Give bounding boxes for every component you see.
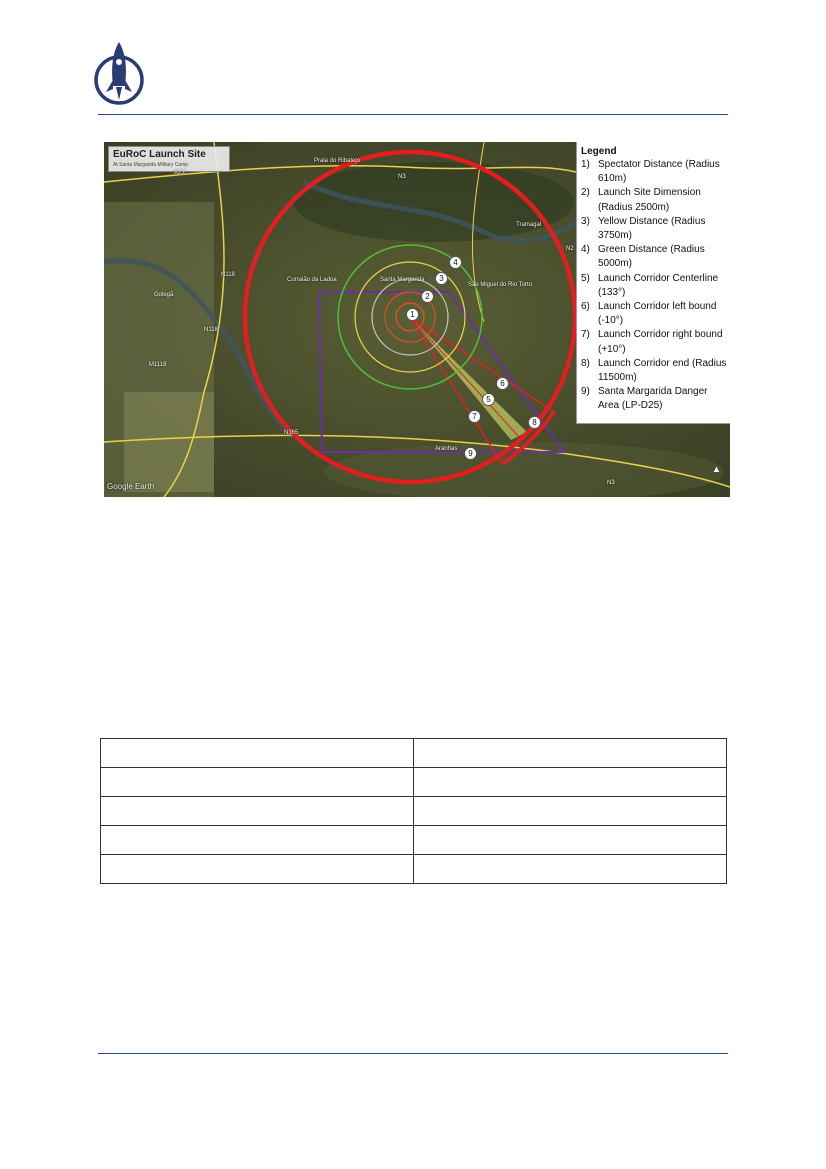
table-cell (101, 855, 414, 884)
map-title: EuRoC Launch Site (113, 149, 206, 160)
legend-item (581, 357, 730, 385)
road-label: N365 (284, 430, 299, 436)
legend-item (581, 243, 730, 271)
footer-rule (98, 1053, 728, 1054)
rocket-logo-icon (93, 40, 145, 110)
table-cell (414, 768, 727, 797)
legend-item (581, 186, 730, 214)
legend-item-number: 4) (581, 244, 590, 256)
table-row (101, 739, 727, 768)
legend-item-number: 5) (581, 272, 590, 284)
legend-item-number: 8) (581, 357, 590, 369)
north-arrow-icon: ▲ (712, 464, 721, 474)
road-label: N118 (221, 272, 235, 278)
legend-item-text: Spectator Distance (Radius 610m) (598, 159, 720, 185)
table-cell (414, 797, 727, 826)
place-label: Tramagal (516, 222, 542, 228)
map-title-box (108, 146, 230, 172)
map-marker-1: 1 (406, 308, 419, 321)
legend-item-text: Green Distance (Radius 5000m) (598, 244, 705, 270)
table-cell (101, 739, 414, 768)
legend-item-number: 7) (581, 329, 590, 341)
legend-item (581, 272, 730, 300)
table-row (101, 768, 727, 797)
legend-item-text: Santa Margarida Danger Area (LP-D25) (598, 386, 708, 412)
place-label: Golegã (154, 292, 174, 298)
legend-item-number: 9) (581, 386, 590, 398)
table-row (101, 826, 727, 855)
legend-item-number: 3) (581, 215, 590, 227)
map-legend (576, 142, 730, 424)
legend-item-text: Launch Site Dimension (Radius 2500m) (598, 187, 701, 213)
google-earth-watermark: Google Earth (107, 482, 155, 491)
table-cell (414, 739, 727, 768)
data-table (100, 738, 727, 884)
table-cell (414, 826, 727, 855)
map-subtitle: At Santa Margarida Military Camp (113, 162, 189, 168)
table-row (101, 797, 727, 826)
map-marker-8: 8 (528, 416, 541, 429)
legend-item-number: 6) (581, 301, 590, 313)
place-label: Praia do Ribatejo (314, 158, 361, 164)
legend-item (581, 215, 730, 243)
map-marker-7: 7 (468, 410, 481, 423)
legend-item-text: Launch Corridor Centerline (133°) (598, 272, 719, 298)
place-label: Curralão da Ladoa (287, 277, 337, 283)
road-label: N118 (204, 327, 218, 333)
legend-item-text: Launch Corridor left bound (-10°) (598, 301, 717, 327)
legend-item (581, 300, 730, 328)
legend-item-number: 2) (581, 187, 590, 199)
map-marker-9: 9 (464, 447, 477, 460)
legend-title: Legend (581, 146, 617, 157)
map-marker-6: 6 (496, 377, 509, 390)
table-cell (101, 826, 414, 855)
legend-item (581, 328, 730, 356)
road-label: A23 (174, 170, 185, 176)
legend-item-text: Yellow Distance (Radius 3750m) (598, 215, 706, 242)
map-marker-5: 5 (482, 393, 495, 406)
table-cell (414, 855, 727, 884)
legend-item (581, 385, 730, 413)
legend-item (581, 158, 730, 186)
legend-item-number: 1) (581, 159, 590, 170)
road-label: N2 (566, 246, 574, 252)
map-marker-2: 2 (421, 290, 434, 303)
table-row (101, 855, 727, 884)
map-marker-4: 4 (449, 256, 462, 269)
place-label: São Miguel do Rio Torto (468, 282, 532, 288)
road-label: N3 (398, 174, 406, 180)
table-cell (101, 797, 414, 826)
map-marker-3: 3 (435, 272, 448, 285)
header-rule (98, 114, 728, 115)
legend-item-text: Launch Corridor right bound (+10°) (598, 329, 723, 355)
place-label: Santa Margarida (380, 277, 425, 283)
legend-item-text: Launch Corridor end (Radius 11500m) (598, 357, 727, 384)
table-cell (101, 768, 414, 797)
launch-site-map (104, 142, 730, 497)
place-label: Aranhas (435, 446, 458, 452)
road-label: M1118 (149, 362, 167, 368)
road-label: N3 (607, 480, 615, 486)
